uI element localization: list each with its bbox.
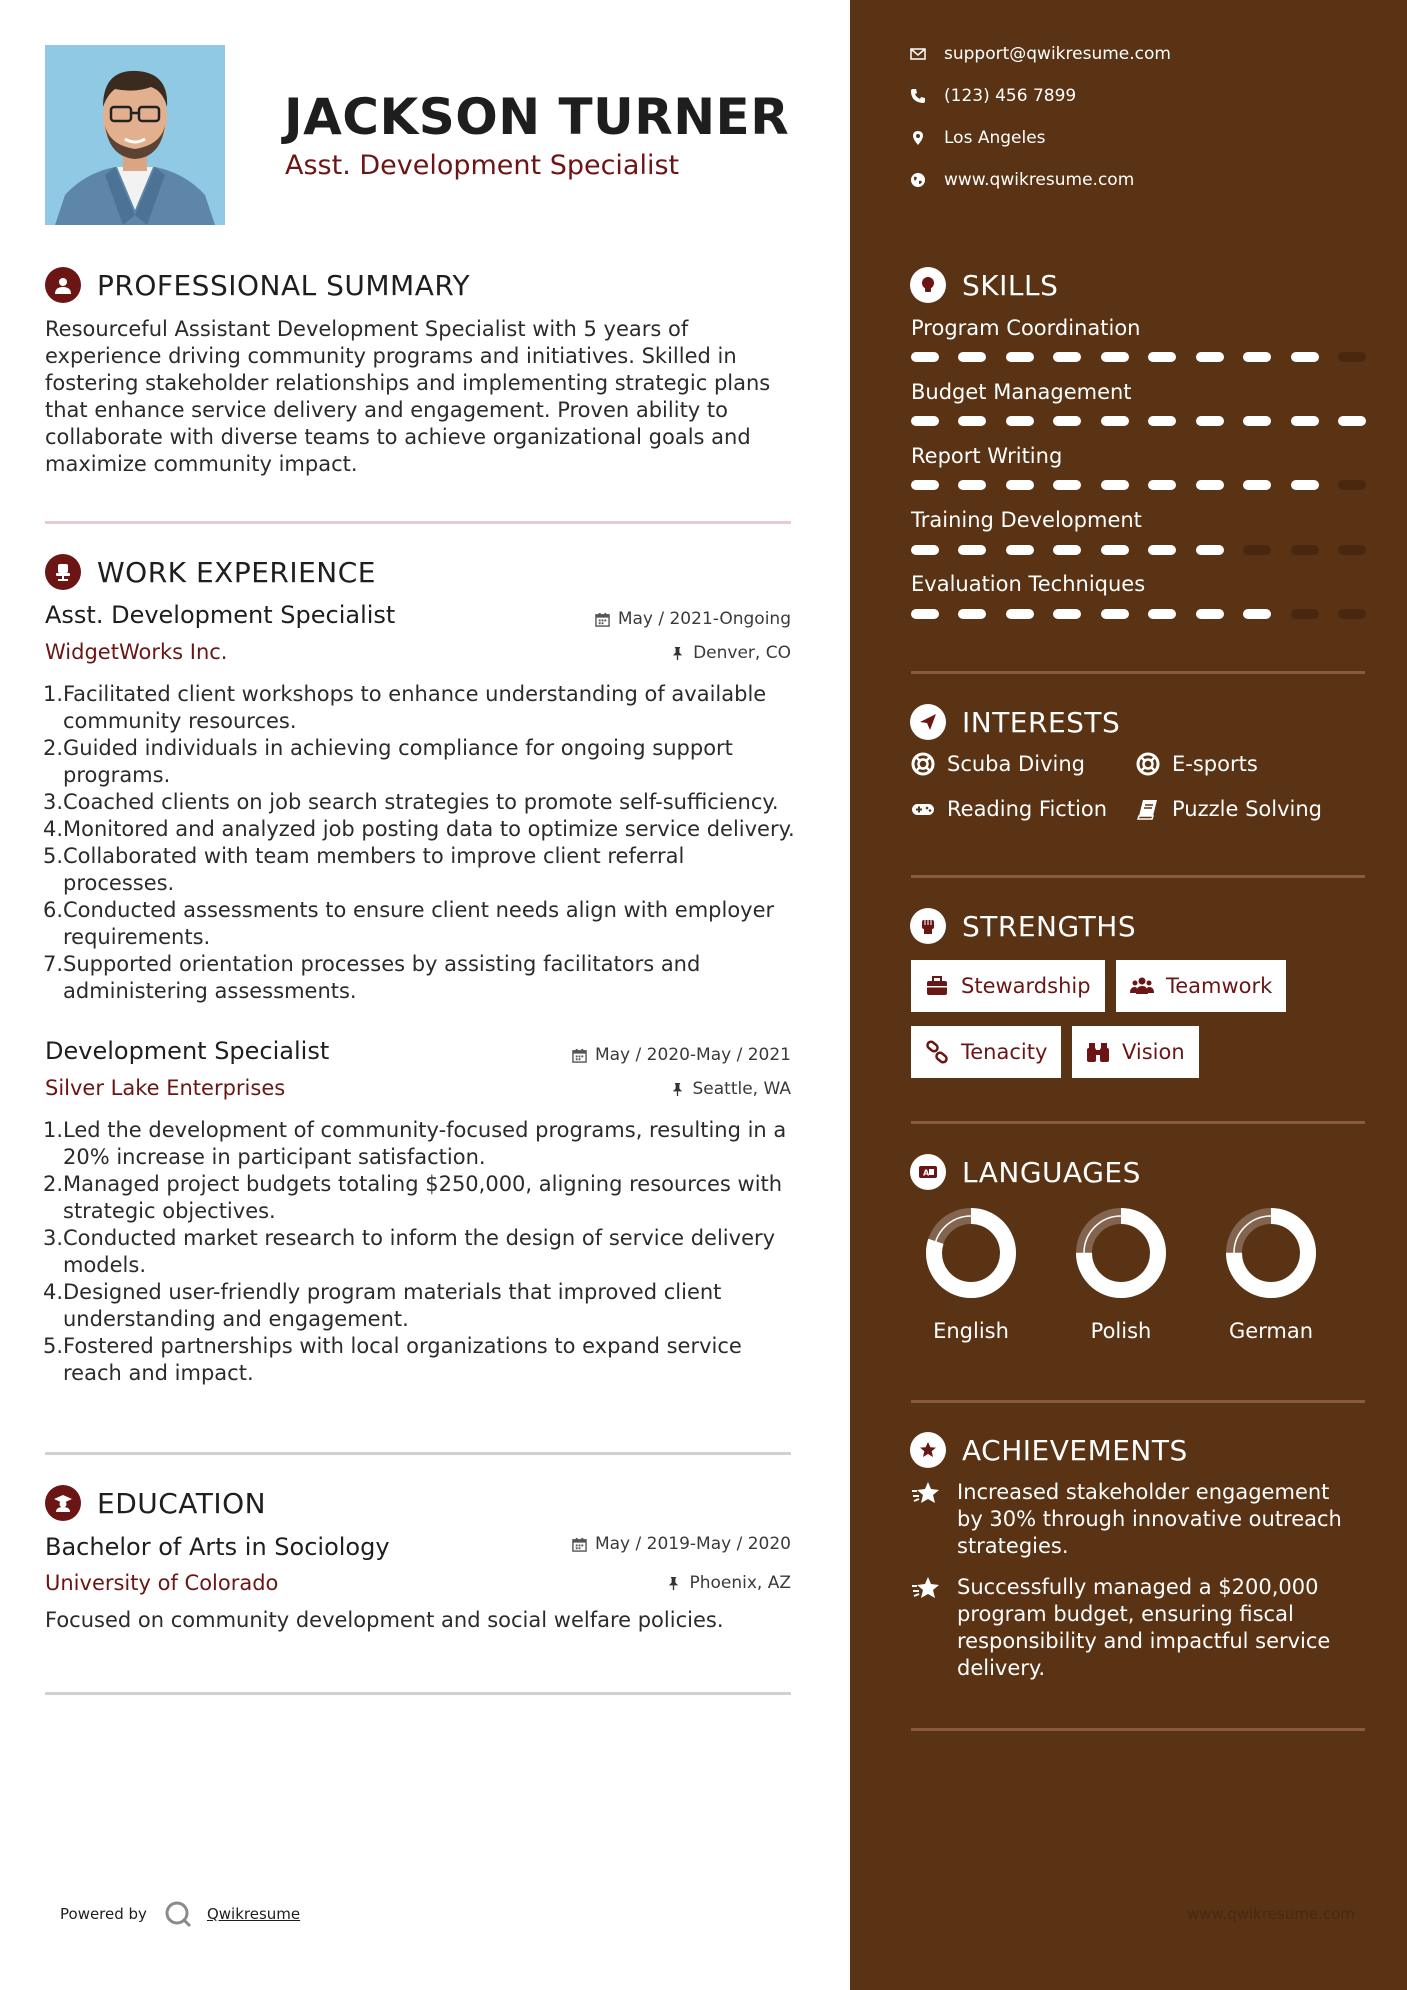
candidate-name: JACKSON TURNER (284, 88, 790, 146)
achievement-text: Increased stakeholder engagement by 30% through innovative outreach strategies. (957, 1480, 1342, 1558)
list-item: 4. Designed user-friendly program materials that improved client understanding and engagement. (43, 1280, 722, 1331)
binoculars-icon (1086, 1040, 1110, 1064)
skill-segment (1196, 480, 1224, 490)
paper-plane-icon (910, 704, 946, 740)
skill-segment (1196, 545, 1224, 555)
job-dates-text: May / 2021-Ongoing (617, 609, 791, 629)
language-item (916, 1207, 1026, 1343)
interests-heading (910, 704, 1120, 740)
pin-icon (666, 1576, 681, 1591)
calendar-icon (572, 1048, 587, 1063)
language-item (1066, 1207, 1176, 1343)
user-icon (45, 267, 81, 303)
contact-website (910, 170, 1134, 190)
skill-segment (1196, 352, 1224, 362)
skill-name: Training Development (911, 508, 1142, 532)
languages-heading (910, 1154, 1141, 1190)
skill-segment (1338, 545, 1366, 555)
skill-segment (958, 545, 986, 555)
education-heading (45, 1485, 266, 1521)
book-icon (1136, 797, 1160, 821)
skill-name: Budget Management (911, 380, 1132, 404)
language-icon (910, 1154, 946, 1190)
skill-segment (1006, 416, 1034, 426)
divider (45, 1452, 791, 1455)
phone-icon (910, 88, 926, 104)
list-item: 1. Led the development of community-focused programs, resulting in a 20% increase in participant satisfaction. (43, 1118, 787, 1169)
skill-segment (1243, 352, 1271, 362)
users-icon (1130, 974, 1154, 998)
skill-segment (1148, 545, 1176, 555)
list-item: 7. Supported orientation processes by assisting facilitators and administering assessments. (43, 952, 701, 1003)
section-title: LANGUAGES (962, 1155, 1141, 1189)
job-title: Development Specialist (45, 1037, 330, 1065)
skill-segment (1053, 609, 1081, 619)
qwikresume-logo-icon (163, 1899, 193, 1929)
contact-email (910, 44, 1171, 64)
interest-item (1136, 797, 1322, 821)
summary-heading (45, 267, 470, 303)
skill-level-bar (911, 416, 1366, 426)
strength-label: Teamwork (1166, 974, 1273, 998)
skills-heading (910, 267, 1058, 303)
section-title: EDUCATION (97, 1486, 267, 1520)
language-ring (1075, 1207, 1167, 1299)
language-name: German (1228, 1319, 1314, 1343)
section-title: INTERESTS (962, 705, 1121, 739)
skill-segment (958, 416, 986, 426)
job-location-text: Seattle, WA (692, 1079, 791, 1099)
gamepad-icon (911, 797, 935, 821)
divider (911, 1728, 1365, 1731)
language-name: Polish (1090, 1319, 1152, 1343)
skill-level-bar (911, 352, 1366, 362)
interest-item (911, 752, 1085, 776)
divider (911, 1400, 1365, 1403)
education-dates-text: May / 2019-May / 2020 (594, 1534, 791, 1554)
list-item: 2. Guided individuals in achieving compliance for ongoing support programs. (43, 736, 733, 787)
job-location (670, 1079, 792, 1099)
skill-segment (1243, 416, 1271, 426)
job-bullets (38, 1117, 798, 1387)
strength-label: Vision (1122, 1040, 1185, 1064)
experience-heading (45, 554, 376, 590)
skill-segment (1101, 416, 1129, 426)
list-item: 6. Conducted assessments to ensure client needs align with employer requirements. (43, 898, 775, 949)
section-title: PROFESSIONAL SUMMARY (97, 268, 471, 302)
education-description: Focused on community development and social welfare policies. (45, 1608, 724, 1632)
school: University of Colorado (45, 1571, 279, 1595)
skill-segment (911, 352, 939, 362)
section-title: SKILLS (962, 268, 1059, 302)
skill-segment (1196, 416, 1224, 426)
education-dates (572, 1534, 791, 1554)
skill-segment (1291, 609, 1319, 619)
interest-label: E-sports (1172, 752, 1258, 776)
skill-segment (1006, 352, 1034, 362)
divider (45, 521, 791, 524)
language-item (1216, 1207, 1326, 1343)
skill-segment (1338, 609, 1366, 619)
skill-segment (958, 609, 986, 619)
skill-segment (1243, 609, 1271, 619)
job-location (670, 643, 791, 663)
language-ring (1225, 1207, 1317, 1299)
chair-icon (45, 554, 81, 590)
job-dates (572, 1045, 791, 1065)
skill-segment (1101, 480, 1129, 490)
skill-segment (1291, 352, 1319, 362)
achievement-item (911, 1479, 1351, 1560)
calendar-icon (572, 1537, 587, 1552)
skill-segment (1243, 545, 1271, 555)
skill-segment (1053, 545, 1081, 555)
education-location-text: Phoenix, AZ (689, 1573, 791, 1593)
skill-segment (911, 545, 939, 555)
contact-phone (910, 86, 1076, 106)
achievement-item (911, 1574, 1351, 1682)
job-location-text: Denver, CO (693, 643, 791, 663)
section-title: STRENGTHS (962, 909, 1137, 943)
skill-name: Evaluation Techniques (911, 572, 1146, 596)
link-icon (925, 1040, 949, 1064)
skill-segment (958, 352, 986, 362)
skill-segment (1148, 416, 1176, 426)
skill-segment (1291, 480, 1319, 490)
candidate-title: Asst. Development Specialist (285, 150, 680, 181)
skill-segment (1148, 352, 1176, 362)
email-text: support@qwikresume.com (944, 44, 1171, 64)
summary-text: Resourceful Assistant Development Specialist with 5 years of experience driving community programs and initiatives. Skilled in fostering stakeholder relationships and implementing strategic plans that enhance service delivery and engagement. Proven ability to collaborate with diverse teams to achieve organizational goals and maximize community impact. (45, 317, 771, 476)
strength-label: Tenacity (961, 1040, 1048, 1064)
job-dates (595, 609, 791, 629)
list-item: 4. Monitored and analyzed job posting data to optimize service delivery. (43, 817, 795, 841)
divider (45, 1692, 791, 1695)
lifebuoy-icon (911, 752, 935, 776)
star-badge-icon (910, 1432, 946, 1468)
job-bullets (38, 681, 798, 1005)
skill-segment (1148, 480, 1176, 490)
skill-segment (1101, 352, 1129, 362)
interest-item (911, 797, 1107, 821)
list-item: 2. Managed project budgets totaling $250,000, aligning resources with strategic objectives. (43, 1172, 783, 1223)
skill-segment (1338, 480, 1366, 490)
skill-segment (911, 480, 939, 490)
strength-tag (1116, 960, 1286, 1012)
language-name: English (933, 1319, 1009, 1343)
strengths-heading (910, 908, 1136, 944)
lifebuoy-icon (1136, 752, 1160, 776)
skill-segment (1291, 545, 1319, 555)
profile-photo (45, 45, 225, 225)
list-item: 3. Conducted market research to inform the design of service delivery models. (43, 1226, 776, 1277)
interest-label: Reading Fiction (947, 797, 1108, 821)
star-icon (911, 1479, 941, 1509)
watermark: www.qwikresume.com (1187, 1905, 1355, 1923)
divider (911, 875, 1365, 878)
skill-segment (1243, 480, 1271, 490)
job-title: Asst. Development Specialist (45, 601, 396, 629)
fist-icon (910, 908, 946, 944)
list-item: 3. Coached clients on job search strategies to promote self-sufficiency. (43, 790, 779, 814)
skill-segment (958, 480, 986, 490)
interest-item (1136, 752, 1258, 776)
skill-segment (1053, 480, 1081, 490)
section-title: WORK EXPERIENCE (97, 555, 376, 589)
skill-segment (1101, 609, 1129, 619)
interest-label: Puzzle Solving (1172, 797, 1322, 821)
skill-name: Program Coordination (911, 316, 1141, 340)
job-company: Silver Lake Enterprises (45, 1076, 286, 1100)
powered-by-label: Powered by (60, 1905, 147, 1923)
achievements-heading (910, 1432, 1188, 1468)
education-location (666, 1573, 791, 1593)
job-company: WidgetWorks Inc. (45, 640, 228, 664)
interest-label: Scuba Diving (947, 752, 1085, 776)
skill-segment (911, 609, 939, 619)
graduate-icon (45, 1485, 81, 1521)
skill-segment (1101, 545, 1129, 555)
website-text: www.qwikresume.com (944, 170, 1135, 190)
pin-icon (670, 646, 685, 661)
divider (911, 1121, 1365, 1124)
list-item: 1. Facilitated client workshops to enhance understanding of available community resources. (43, 682, 767, 733)
skill-segment (1053, 416, 1081, 426)
skill-level-bar (911, 609, 1366, 619)
contact-location (910, 128, 1046, 148)
skill-level-bar (911, 480, 1366, 490)
brand-link[interactable]: Qwikresume (206, 1905, 301, 1923)
strength-tag (911, 960, 1105, 1012)
list-item: 5. Fostered partnerships with local organizations to expand service reach and impact. (43, 1334, 742, 1385)
sidebar (850, 0, 1407, 1990)
section-title: ACHIEVEMENTS (962, 1433, 1188, 1467)
phone-text: (123) 456 7899 (944, 86, 1077, 106)
svg-text:A: A (923, 1168, 930, 1178)
skill-segment (1338, 416, 1366, 426)
job-dates-text: May / 2020-May / 2021 (594, 1045, 791, 1065)
globe-icon (910, 172, 926, 188)
achievement-text: Successfully managed a $200,000 program budget, ensuring fiscal responsibility and impactful service delivery. (957, 1575, 1331, 1680)
degree: Bachelor of Arts in Sociology (45, 1533, 390, 1561)
skill-segment (1148, 609, 1176, 619)
skill-segment (1006, 545, 1034, 555)
strength-label: Stewardship (961, 974, 1091, 998)
skill-segment (1006, 480, 1034, 490)
location-text: Los Angeles (944, 128, 1046, 148)
skill-segment (911, 416, 939, 426)
strength-tag (911, 1026, 1061, 1078)
divider (911, 671, 1365, 674)
lightbulb-icon (910, 267, 946, 303)
strength-tag (1072, 1026, 1199, 1078)
skill-segment (1006, 609, 1034, 619)
skill-segment (1291, 416, 1319, 426)
skill-level-bar (911, 545, 1366, 555)
map-pin-icon (910, 130, 926, 146)
language-ring (925, 1207, 1017, 1299)
skill-segment (1053, 352, 1081, 362)
calendar-icon (595, 612, 610, 627)
envelope-icon (910, 46, 926, 62)
pin-icon (670, 1082, 685, 1097)
skill-segment (1196, 609, 1224, 619)
skill-name: Report Writing (911, 444, 1063, 468)
powered-by (60, 1899, 300, 1929)
star-icon (911, 1574, 941, 1604)
list-item: 5. Collaborated with team members to improve client referral processes. (43, 844, 685, 895)
briefcase-icon (925, 974, 949, 998)
skill-segment (1338, 352, 1366, 362)
